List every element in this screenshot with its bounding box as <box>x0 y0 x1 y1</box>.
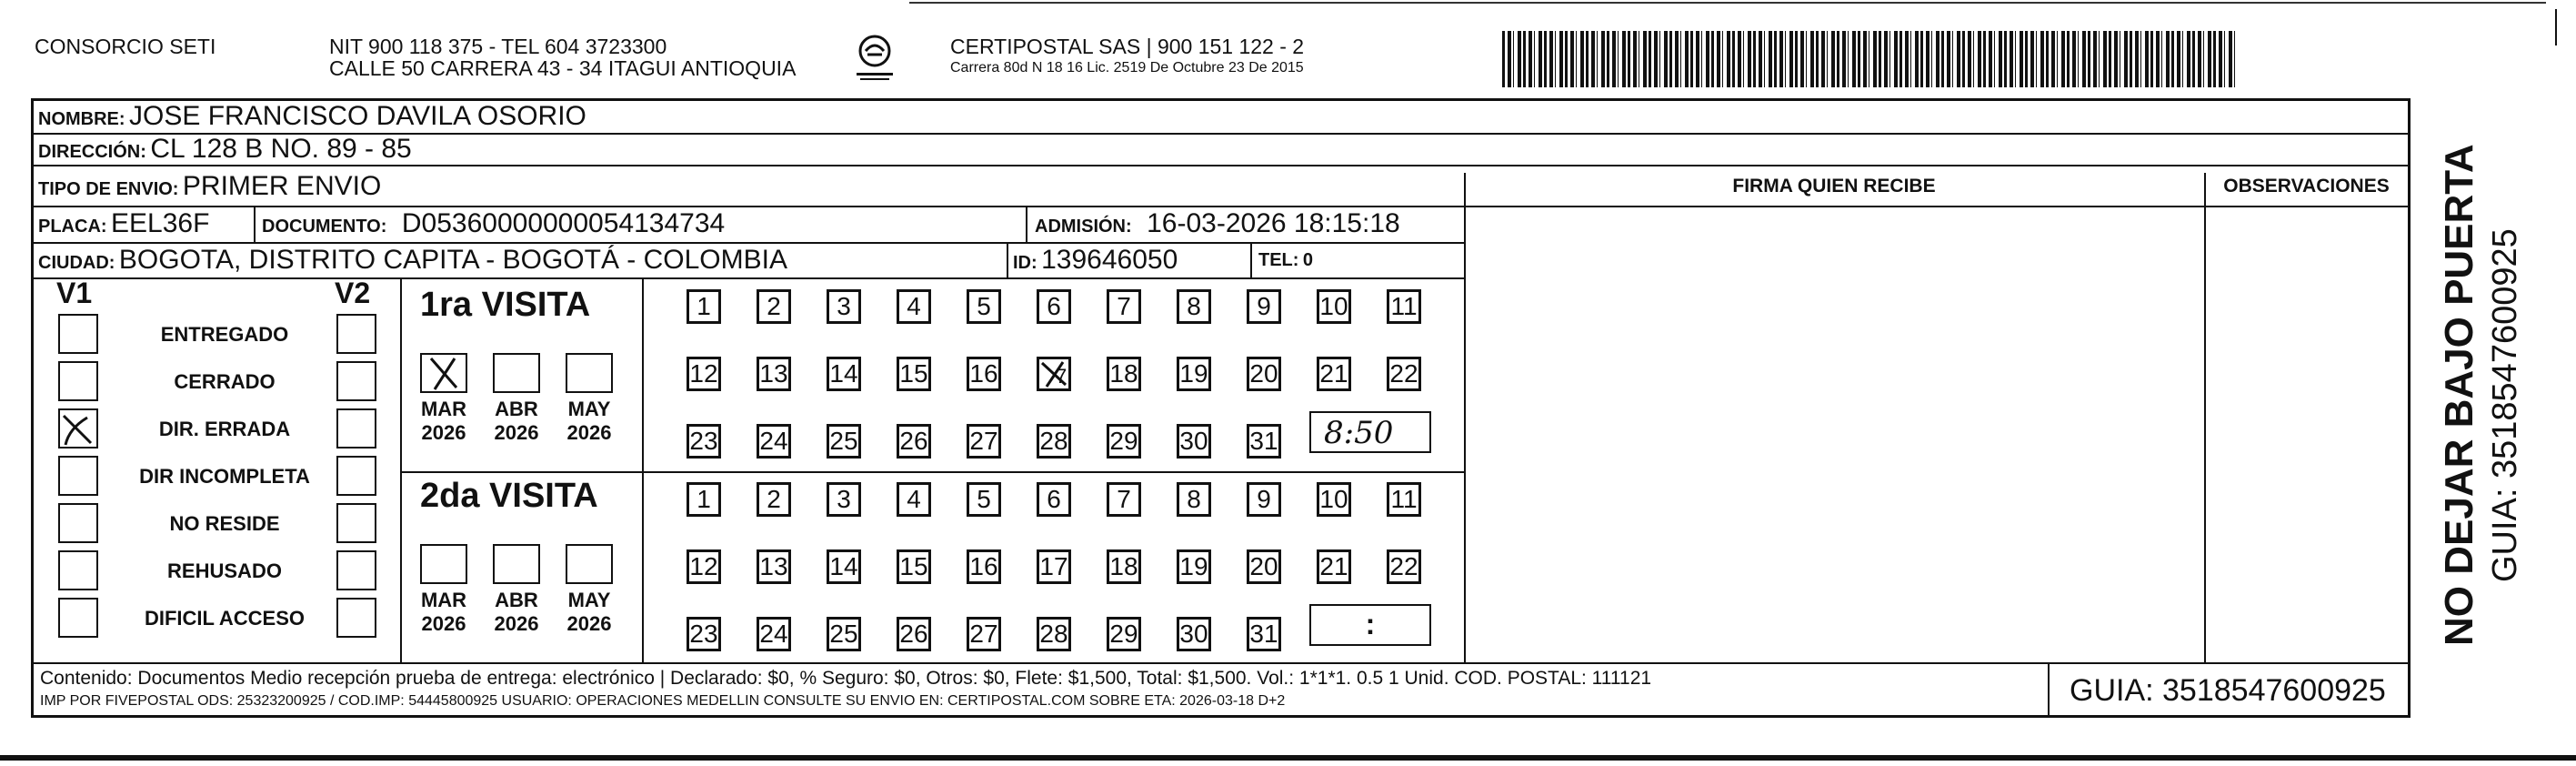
day-box[interactable]: 3 <box>827 289 861 324</box>
day-box[interactable]: 31 <box>1247 617 1281 651</box>
v2-checkbox[interactable] <box>336 456 376 496</box>
tel-row <box>1258 245 1313 277</box>
day-box[interactable]: 19 <box>1177 357 1211 391</box>
year-label: 2026 <box>494 421 539 444</box>
day-box[interactable]: 8 <box>1177 482 1211 517</box>
footer-line2: IMP POR FIVEPOSTAL ODS: 25323200925 / COD.IMP: 54445800925 USUARIO: OPERACIONES MEDELLIN CONSULTE SU ENVIO EN: CERTIPOSTAL.COM SOBRE ETA: 2026-03-18 D+2 <box>40 693 1286 709</box>
day-box[interactable]: 11 <box>1387 482 1421 517</box>
day-box[interactable]: 6 <box>1037 482 1071 517</box>
carrier-line1: CERTIPOSTAL SAS | 900 151 122 - 2 <box>950 35 1305 58</box>
day-box[interactable]: 13 <box>757 357 791 391</box>
second-time-value: : <box>1365 608 1376 640</box>
status-label: DIR INCOMPLETA <box>139 465 310 488</box>
nombre-value: JOSE FRANCISCO DAVILA OSORIO <box>129 101 586 131</box>
day-box[interactable]: 4 <box>897 482 931 517</box>
admision-value: 16-03-2026 18:15:18 <box>1147 208 1400 238</box>
day-box[interactable]: 18 <box>1107 357 1141 391</box>
day-box[interactable]: 9 <box>1247 482 1281 517</box>
day-box[interactable]: 18 <box>1107 549 1141 584</box>
col-firma-left <box>1464 173 1466 664</box>
day-box[interactable]: 29 <box>1107 617 1141 651</box>
day-box[interactable]: 27 <box>967 424 1001 459</box>
documento-label: DOCUMENTO: <box>262 217 387 237</box>
day-box[interactable]: 21 <box>1317 549 1351 584</box>
day-box[interactable]: 24 <box>757 617 791 651</box>
ciudad-value: BOGOTA, DISTRITO CAPITA - BOGOTÁ - COLOMBIA <box>118 245 787 275</box>
x-mark-icon <box>1039 359 1068 388</box>
status-label: ENTREGADO <box>160 323 289 346</box>
nombre-label: NOMBRE: <box>38 109 125 129</box>
direccion-label: DIRECCIÓN: <box>38 142 146 162</box>
day-box[interactable]: 26 <box>897 617 931 651</box>
tipo-label: TIPO DE ENVIO: <box>38 179 179 199</box>
day-box[interactable]: 31 <box>1247 424 1281 459</box>
month-checkbox[interactable] <box>566 353 613 393</box>
tel-label: TEL: <box>1258 250 1299 270</box>
col-placa-doc <box>254 206 256 242</box>
day-box[interactable]: 28 <box>1037 617 1071 651</box>
day-box[interactable]: 30 <box>1177 617 1211 651</box>
year-label: 2026 <box>421 421 466 444</box>
day-box[interactable]: 24 <box>757 424 791 459</box>
status-label: REHUSADO <box>167 559 282 582</box>
v2-checkbox[interactable] <box>336 598 376 638</box>
footer-guia: GUIA: 3518547600925 <box>2070 673 2386 708</box>
col-obs-left <box>2204 173 2206 664</box>
month-label: MAR <box>420 398 467 420</box>
month-label: ABR <box>495 398 538 420</box>
v2-checkbox[interactable] <box>336 550 376 590</box>
month-checkbox[interactable] <box>566 544 613 584</box>
day-box[interactable]: 30 <box>1177 424 1211 459</box>
tel-value: 0 <box>1302 250 1314 270</box>
v1-checkbox[interactable] <box>58 361 98 401</box>
day-box[interactable]: 6 <box>1037 289 1071 324</box>
day-box[interactable]: 19 <box>1177 549 1211 584</box>
right-edge-mark <box>2555 9 2557 45</box>
v2-checkbox[interactable] <box>336 314 376 354</box>
side-guia: GUIA: 3518547600925 <box>2486 228 2524 582</box>
day-box[interactable]: 9 <box>1247 289 1281 324</box>
col-admision <box>1026 206 1027 242</box>
day-box[interactable]: 1 <box>687 289 721 324</box>
day-box[interactable]: 23 <box>687 424 721 459</box>
month-checkbox[interactable] <box>493 353 540 393</box>
ciudad-label: CIUDAD: <box>38 253 115 273</box>
month-label: MAY <box>567 398 611 420</box>
day-box[interactable]: 25 <box>827 617 861 651</box>
day-box[interactable]: 11 <box>1387 289 1421 324</box>
day-box[interactable]: 25 <box>827 424 861 459</box>
month-label: ABR <box>495 589 538 611</box>
address-line: CALLE 50 CARRERA 43 - 34 ITAGUI ANTIOQUIA <box>329 56 797 80</box>
day-box[interactable]: 23 <box>687 617 721 651</box>
day-box[interactable]: 7 <box>1107 482 1141 517</box>
tipo-row <box>38 171 381 207</box>
day-box[interactable]: 26 <box>897 424 931 459</box>
day-box[interactable]: 5 <box>967 482 1001 517</box>
day-box[interactable]: 3 <box>827 482 861 517</box>
day-box[interactable]: 5 <box>967 289 1001 324</box>
day-box[interactable]: 22 <box>1387 357 1421 391</box>
bottom-rule <box>0 755 2576 761</box>
day-box[interactable]: 22 <box>1387 549 1421 584</box>
day-box[interactable]: 2 <box>757 289 791 324</box>
second-visit-label: 2da VISITA <box>420 477 598 515</box>
day-box[interactable]: 21 <box>1317 357 1351 391</box>
barcode <box>1502 31 2235 87</box>
id-label: ID: <box>1013 253 1037 273</box>
rule-footer <box>33 662 2409 664</box>
carrier-line2: Carrera 80d N 18 16 Lic. 2519 De Octubre 23 De 2015 <box>950 60 1304 76</box>
year-label: 2026 <box>566 421 612 444</box>
placa-row <box>38 208 209 244</box>
tipo-value: PRIMER ENVIO <box>182 171 382 201</box>
status-label: NO RESIDE <box>169 512 280 535</box>
day-box[interactable]: 2 <box>757 482 791 517</box>
v1-label: V1 <box>56 277 93 309</box>
day-box[interactable]: 13 <box>757 549 791 584</box>
id-value: 139646050 <box>1041 245 1178 275</box>
admision-row <box>1035 208 1400 244</box>
day-box[interactable]: 10 <box>1317 289 1351 324</box>
day-box[interactable]: 1 <box>687 482 721 517</box>
day-box[interactable]: 20 <box>1247 549 1281 584</box>
status-label: DIFICIL ACCESO <box>144 607 305 630</box>
day-box[interactable]: 16 <box>967 357 1001 391</box>
certipostal-logo-icon <box>853 33 897 84</box>
placa-value: EEL36F <box>111 208 210 238</box>
day-box[interactable]: 4 <box>897 289 931 324</box>
v2-checkbox[interactable] <box>336 503 376 543</box>
admision-label: ADMISIÓN: <box>1035 217 1132 237</box>
status-label: CERRADO <box>174 370 276 393</box>
day-box[interactable]: 16 <box>967 549 1001 584</box>
documento-row <box>262 208 725 244</box>
month-label: MAR <box>420 589 467 611</box>
v1-checkbox[interactable] <box>58 550 98 590</box>
id-row <box>1013 245 1178 280</box>
year-label: 2026 <box>421 612 466 635</box>
v2-checkbox[interactable] <box>336 408 376 449</box>
day-box[interactable]: 29 <box>1107 424 1141 459</box>
company-name: CONSORCIO SETI <box>35 35 216 58</box>
v2-checkbox[interactable] <box>336 361 376 401</box>
footer-line1: Contenido: Documentos Medio recepción prueba de entrega: electrónico | Declarado: $0, % Seguro: $0, Otros: $0, Flete: $1,500, Total: $1,500. Vol.: 1*1*1. 0.5 1 Unid. COD. POSTAL: 111121 <box>40 668 1652 689</box>
day-box[interactable]: 27 <box>967 617 1001 651</box>
day-box[interactable]: 7 <box>1107 289 1141 324</box>
direccion-row <box>38 134 412 169</box>
top-rule <box>909 2 2546 4</box>
v1-checkbox[interactable] <box>58 314 98 354</box>
rule-3 <box>33 206 2409 207</box>
day-box[interactable]: 12 <box>687 549 721 584</box>
x-mark-icon <box>422 355 466 391</box>
first-time-box[interactable] <box>1309 411 1431 453</box>
first-time-value: 8:50 <box>1324 415 1394 451</box>
day-box[interactable]: 17 <box>1037 549 1071 584</box>
col-tel <box>1250 242 1252 277</box>
documento-value: D05360000000054134734 <box>401 208 726 238</box>
day-box[interactable]: 15 <box>897 357 931 391</box>
first-visit-label: 1ra VISITA <box>420 286 591 324</box>
col-id <box>1007 242 1008 277</box>
day-box[interactable]: 8 <box>1177 289 1211 324</box>
second-time-box[interactable] <box>1309 604 1431 646</box>
month-checkbox[interactable] <box>420 353 467 393</box>
day-box[interactable] <box>1037 357 1071 391</box>
month-checkbox[interactable] <box>493 544 540 584</box>
placa-label: PLACA: <box>38 217 107 237</box>
day-box[interactable]: 15 <box>897 549 931 584</box>
col-footer-guia <box>2048 662 2050 717</box>
status-label: DIR. ERRADA <box>158 418 291 440</box>
check-mark-icon <box>60 410 96 447</box>
v2-label: V2 <box>335 277 371 309</box>
month-checkbox[interactable] <box>420 544 467 584</box>
col-status-right <box>400 277 402 662</box>
col-months-right <box>642 277 644 662</box>
year-label: 2026 <box>494 612 539 635</box>
day-box[interactable]: 12 <box>687 357 721 391</box>
v1-checkbox[interactable] <box>58 456 98 496</box>
day-box[interactable]: 20 <box>1247 357 1281 391</box>
ciudad-row <box>38 245 787 280</box>
day-box[interactable]: 14 <box>827 357 861 391</box>
svg-text:7: 7 <box>1056 365 1067 388</box>
v1-checkbox[interactable] <box>58 598 98 638</box>
observaciones-header: OBSERVACIONES <box>2223 176 2390 197</box>
month-label: MAY <box>567 589 611 611</box>
nit-line: NIT 900 118 375 - TEL 604 3723300 <box>329 35 667 58</box>
direccion-value: CL 128 B NO. 89 - 85 <box>150 134 412 164</box>
v1-checkbox[interactable] <box>58 408 98 449</box>
day-box[interactable]: 14 <box>827 549 861 584</box>
day-box[interactable]: 28 <box>1037 424 1071 459</box>
day-box[interactable]: 10 <box>1317 482 1351 517</box>
rule-visits-split <box>400 471 1464 473</box>
firma-header: FIRMA QUIEN RECIBE <box>1732 176 1936 197</box>
v1-checkbox[interactable] <box>58 503 98 543</box>
side-title: NO DEJAR BAJO PUERTA <box>2437 144 2481 646</box>
year-label: 2026 <box>566 612 612 635</box>
nombre-row <box>38 101 586 136</box>
